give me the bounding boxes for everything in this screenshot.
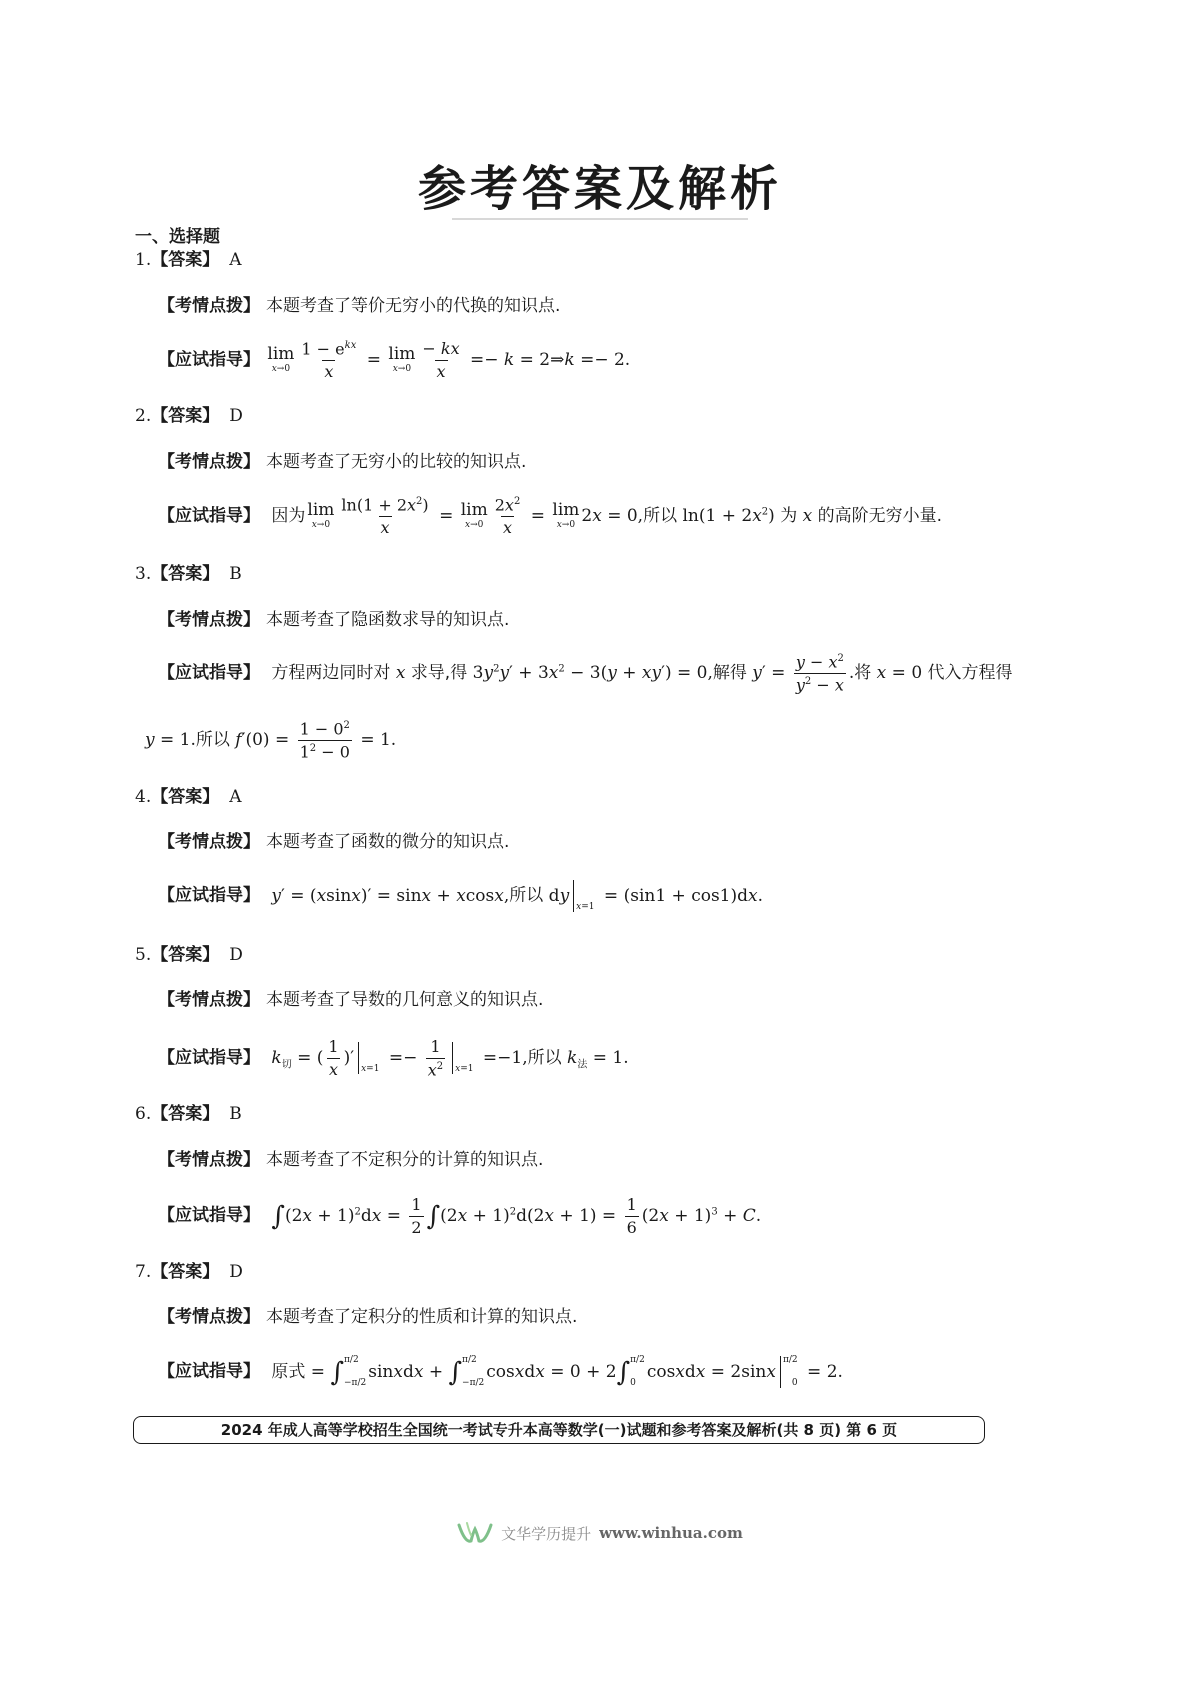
- q2-formula: lim x→0 $\frac{\ln(1 + 2x^2)}{x}$ = lim x→0 $\frac{2x^2}{x}$ = lim x→0 2x = 0,: [307, 495, 644, 537]
- winhua-logo-icon: [457, 1521, 493, 1545]
- title-underline: [452, 218, 748, 220]
- q7-answer: 7.【答案】 D: [135, 1262, 243, 1282]
- q3-guide-cont: y = 1.所以 f′(0) = $\frac{1 - 0^2}{1^2 - 0}$ = 1.: [145, 719, 397, 762]
- q3-guide: 【应试指导】 方程两边同时对 x 求导,得 $3y^2y' + 3x^2 - 3(y + xy') = 0$,解得 y′ = $\frac{y - x^2}{y^2 - x}$ .将 x = 0 代入方程得: [158, 652, 1013, 695]
- q1-formula: lim x→0 $\frac{1 - e^{kx}}{x}$ = lim x→0 $\frac{- kx}{x}$ =− k = 2⇒k =− 2.: [267, 339, 631, 381]
- q3-equation: $3y^2y' + 3x^2 - 3(y + xy') = 0$,: [467, 662, 713, 683]
- q7-point: 【考情点拨】 本题考查了定积分的性质和计算的知识点.: [158, 1307, 578, 1327]
- q5-answer: 5.【答案】 D: [135, 945, 243, 965]
- q4-guide: 【应试指导】 y′ = (xsinx)′ = sinx + xcosx,所以 dy x=1 = (sin1 + cos1)dx.: [158, 880, 763, 912]
- page-title: 参考答案及解析: [417, 161, 782, 217]
- section-heading: 一、选择题: [135, 227, 220, 247]
- watermark-text: 文华学历提升: [501, 1524, 592, 1543]
- q3-answer: 3.【答案】 B: [135, 564, 242, 584]
- q4-answer: 4.【答案】 A: [135, 787, 242, 807]
- q5-guide: 【应试指导】 $k_切$ = ( $\frac{1}{x}$ )′ x=1 =− $\frac{1}{x^2}$ x=1 =−1,所以 $k_法 = 1$.: [158, 1037, 629, 1079]
- q4-point: 【考情点拨】 本题考查了函数的微分的知识点.: [158, 832, 510, 852]
- q2-point: 【考情点拨】 本题考查了无穷小的比较的知识点.: [158, 452, 527, 472]
- watermark: [400, 1518, 800, 1548]
- q2-guide: 【应试指导】 因为 lim x→0 $\frac{\ln(1 + 2x^2)}{x}$ = lim x→0 $\frac{2x^2}{x}$ = lim x→0 2x = 0,所以 $\ln(1 + 2x^2)$ 为 x 的高阶无穷小量.: [158, 495, 943, 537]
- q6-guide: 【应试指导】 $\int(2x + 1)^2dx$ = $\frac{1}{2}$ $\int(2x + 1)^2d(2x + 1)$ = $\frac{1}{6}$ $(2x + 1)^3 + C$.: [158, 1195, 762, 1237]
- q6-point: 【考情点拨】 本题考查了不定积分的计算的知识点.: [158, 1150, 544, 1170]
- q5-point: 【考情点拨】 本题考查了导数的几何意义的知识点.: [158, 990, 544, 1010]
- watermark-url[interactable]: www.winhua.com: [599, 1524, 743, 1542]
- q1-answer: 1.【答案】 A: [135, 250, 242, 270]
- q3-point: 【考情点拨】 本题考查了隐函数求导的知识点.: [158, 610, 510, 630]
- q1-point: 【考情点拨】 本题考查了等价无穷小的代换的知识点.: [158, 296, 561, 316]
- q6-answer: 6.【答案】 B: [135, 1104, 242, 1124]
- q2-answer: 2.【答案】 D: [135, 406, 243, 426]
- q1-guide: 【应试指导】 lim x→0 $\frac{1 - e^{kx}}{x}$ = lim x→0 $\frac{- kx}{x}$ =− k = 2⇒k =− 2.: [158, 339, 631, 381]
- page-footer: 2024 年成人高等学校招生全国统一考试专升本高等数学(一)试题和参考答案及解析(共 8 页) 第 6 页: [133, 1416, 985, 1444]
- q7-guide: 【应试指导】 原式 = ∫ π/2 −π/2 sinxdx + ∫ π/2 −π/2 cosxdx = 0 + 2∫ π/2 0 cosxdx = 2sinx π/2 0 = 2.: [158, 1355, 843, 1388]
